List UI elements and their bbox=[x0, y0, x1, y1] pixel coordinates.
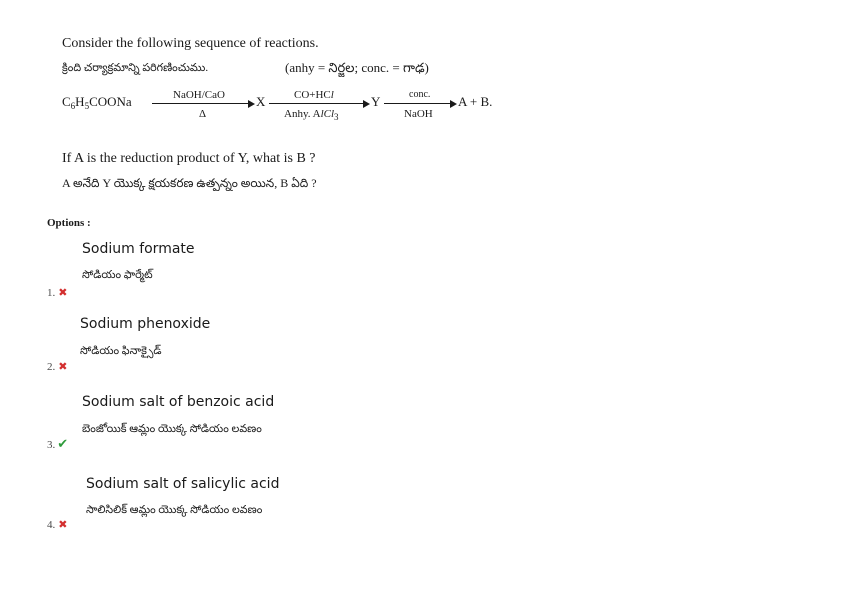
reaction-arrow-3 bbox=[384, 103, 452, 104]
question-intro-te: క్రింది చర్యాక్రమాన్ని పరిగణించుము. bbox=[62, 62, 209, 74]
step1-condition: Δ bbox=[199, 108, 207, 120]
step2-condition: Anhy. AlCl$_3$ bbox=[284, 108, 339, 122]
arrowhead-3-icon bbox=[450, 100, 457, 108]
step3-condition: NaOH bbox=[404, 108, 433, 120]
reactant-formula: $C_6H_5COONa$ bbox=[62, 94, 132, 111]
option-1-number: 1. bbox=[47, 287, 56, 299]
option-3-text-en[interactable]: Sodium salt of benzoic acid bbox=[82, 394, 275, 410]
reaction-scheme bbox=[62, 88, 522, 128]
arrowhead-2-icon bbox=[363, 100, 370, 108]
step2-reagent: CO+HCl bbox=[294, 89, 334, 101]
options-heading: Options : bbox=[47, 217, 91, 229]
option-3-marker[interactable] bbox=[47, 435, 68, 453]
intermediate-y: Y bbox=[371, 94, 381, 109]
abbreviation-legend: (anhy = నిర్జల; conc. = గాఢ) bbox=[285, 60, 429, 75]
step3-reagent: conc. bbox=[409, 89, 431, 100]
question-text-en: If A is the reduction product of Y, what is B ? bbox=[62, 151, 316, 166]
cross-icon: ✖ bbox=[58, 518, 68, 531]
option-3-number: 3. bbox=[47, 439, 56, 451]
step1-reagent: NaOH/CaO bbox=[173, 89, 225, 101]
check-icon: ✔ bbox=[57, 437, 69, 452]
option-2-marker[interactable] bbox=[47, 357, 67, 375]
intermediate-x: X bbox=[256, 94, 266, 109]
option-4-number: 4. bbox=[47, 519, 56, 531]
cross-icon: ✖ bbox=[58, 360, 68, 373]
option-4-text-en[interactable]: Sodium salt of salicylic acid bbox=[86, 476, 280, 492]
option-4-text-te: సాలిసిలిక్ ఆమ్లం యొక్క సోడియం లవణం bbox=[86, 504, 263, 516]
reaction-arrow-2 bbox=[269, 103, 365, 104]
option-3-text-te: బెంజోయిక్ ఆమ్లం యొక్క సోడియం లవణం bbox=[82, 423, 262, 435]
option-1-marker[interactable] bbox=[47, 283, 67, 301]
option-4-marker[interactable] bbox=[47, 515, 67, 533]
arrowhead-1-icon bbox=[248, 100, 255, 108]
reaction-arrow-1 bbox=[152, 103, 250, 104]
cross-icon: ✖ bbox=[58, 286, 68, 299]
option-1-text-te: సోడియం ఫార్మేట్ bbox=[82, 269, 153, 281]
question-text-te: A అనేది Y యొక్క క్షయకరణ ఉత్పన్నం అయిన, B ఏది ? bbox=[62, 176, 317, 190]
option-2-number: 2. bbox=[47, 361, 56, 373]
option-1-text-en[interactable]: Sodium formate bbox=[82, 241, 195, 257]
question-intro-en: Consider the following sequence of reactions. bbox=[62, 36, 319, 51]
products: A + B. bbox=[458, 94, 493, 109]
option-2-text-en[interactable]: Sodium phenoxide bbox=[80, 316, 211, 332]
option-2-text-te: సోడియం ఫినాక్సైడ్ bbox=[80, 345, 162, 357]
